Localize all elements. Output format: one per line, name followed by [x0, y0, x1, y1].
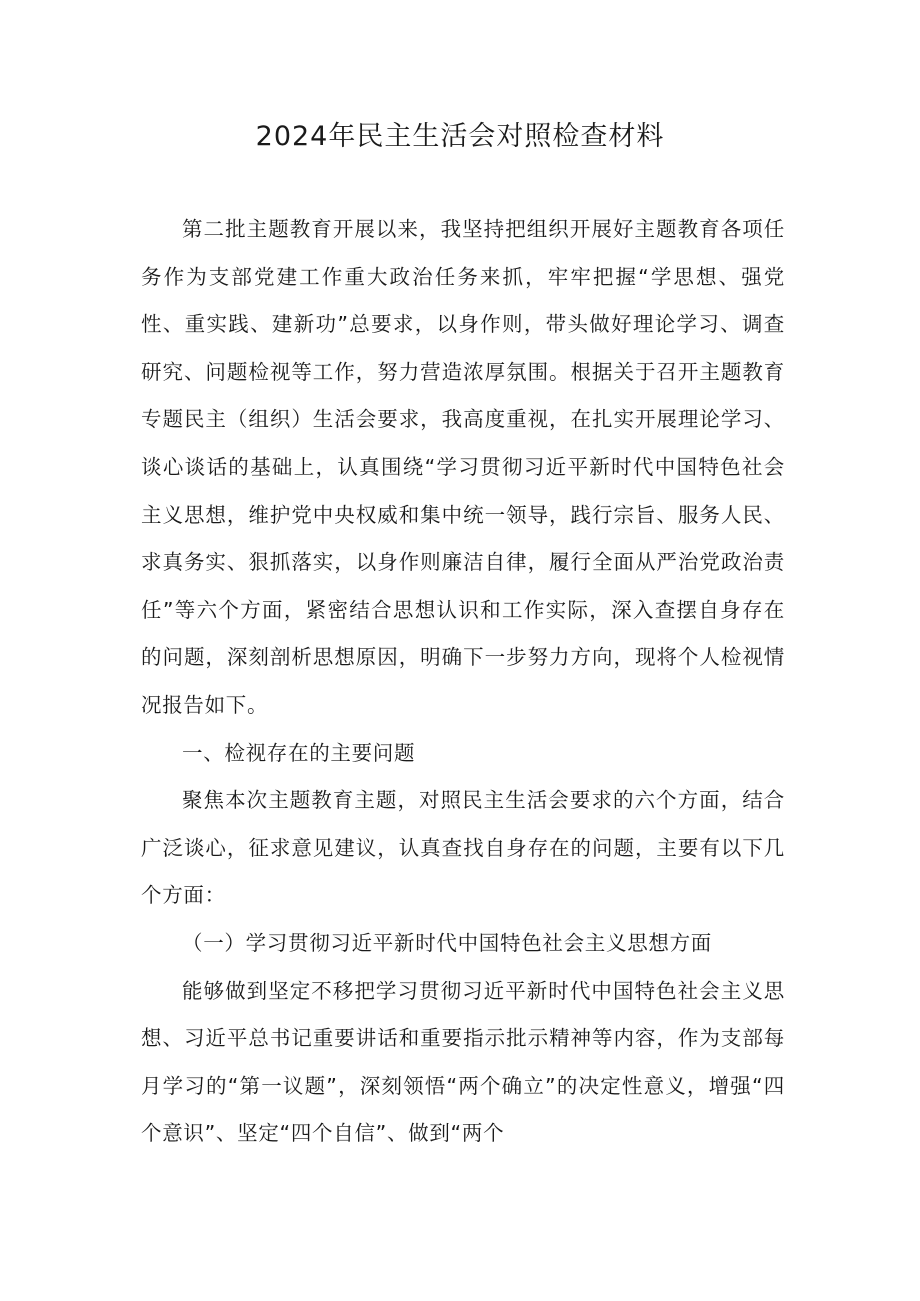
- intro-paragraph: 第二批主题教育开展以来，我坚持把组织开展好主题教育各项任务作为支部党建工作重大政治任务来抓，牢牢把握“学思想、强党性、重实践、建新功”总要求，以身作则，带头做好理论学习、调查研究、问题检视等工作，努力营造浓厚氛围。根据关于召开主题教育专题民主（组织）生活会要求，我高度重视，在扎实开展理论学习、谈心谈话的基础上，认真围绕“学习贯彻习近平新时代中国特色社会主义思想，维护党中央权威和集中统一领导，践行宗旨、服务人民、求真务实、狠抓落实，以身作则廉洁自律，履行全面从严治党政治责任”等六个方面，紧密结合思想认识和工作实际，深入查摆自身存在的问题，深刻剖析思想原因，明确下一步努力方向，现将个人检视情况报告如下。: [141, 217, 785, 717]
- section-intro-paragraph: 聚焦本次主题教育主题，对照民主生活会要求的六个方面，结合广泛谈心，征求意见建议，认真查找自身存在的问题，主要有以下几个方面：: [141, 788, 785, 908]
- document-title: 2024年民主生活会对照检查材料: [255, 121, 665, 152]
- subsection-heading-1: （一）学习贯彻习近平新时代中国特色社会主义思想方面: [182, 930, 712, 955]
- document-body: [141, 206, 785, 1158]
- section-heading-1: 一、检视存在的主要问题: [182, 740, 416, 765]
- subsection-paragraph-1: 能够做到坚定不移把学习贯彻习近平新时代中国特色社会主义思想、习近平总书记重要讲话和重要指示批示精神等内容，作为支部每月学习的“第一议题”，深刻领悟“两个确立”的决定性意义，增强“四个意识”、坚定“四个自信”、做到“两个: [141, 978, 785, 1146]
